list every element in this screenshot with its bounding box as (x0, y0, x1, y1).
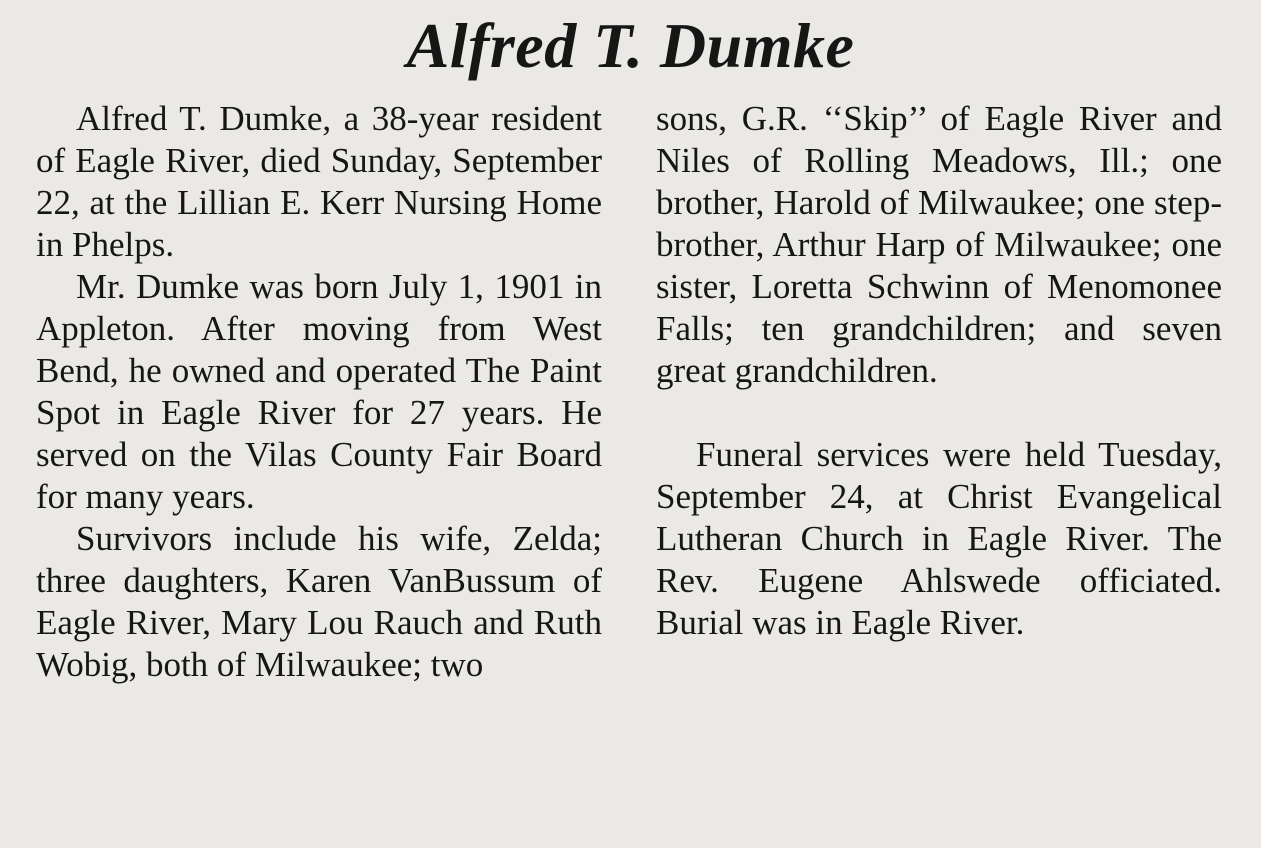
left-column (36, 98, 602, 686)
paragraph-funeral-services: Funeral services were held Tuesday, September 24, at Christ Evangelical Lutheran Church in Eagle River. The Rev. Eugene Ahlswede officiated. Burial was in Eagle River. (656, 435, 1222, 642)
paragraph-biography: Mr. Dumke was born July 1, 1901 in Appleton. After moving from West Bend, he owned and operated The Paint Spot in Eagle River for 27 years. He served on the Vilas County Fair Board for many years. (36, 267, 602, 516)
paragraph-death-notice: Alfred T. Dumke, a 38-year resident of Eagle River, died Sunday, September 22, at the Lillian E. Kerr Nursing Home in Phelps. (36, 99, 602, 264)
headline: Alfred T. Dumke (406, 10, 855, 81)
paragraph-survivors: Survivors include his wife, Zelda; three daughters, Karen VanBussum of Eagle River, Mary Lou Rauch and Ruth Wobig, both of Milwaukee; two (36, 519, 602, 684)
right-column (656, 98, 1222, 644)
paragraph-survivors-continued: sons, G.R. ‘‘Skip’’ of Eagle River and Niles of Rolling Meadows, Ill.; one brother, Harold of Milwaukee; one step-brother, Arthur Harp of Milwaukee; one sister, Loretta Schwinn of Menomonee Falls; ten grandchildren; and seven great grandchildren. (656, 99, 1222, 390)
